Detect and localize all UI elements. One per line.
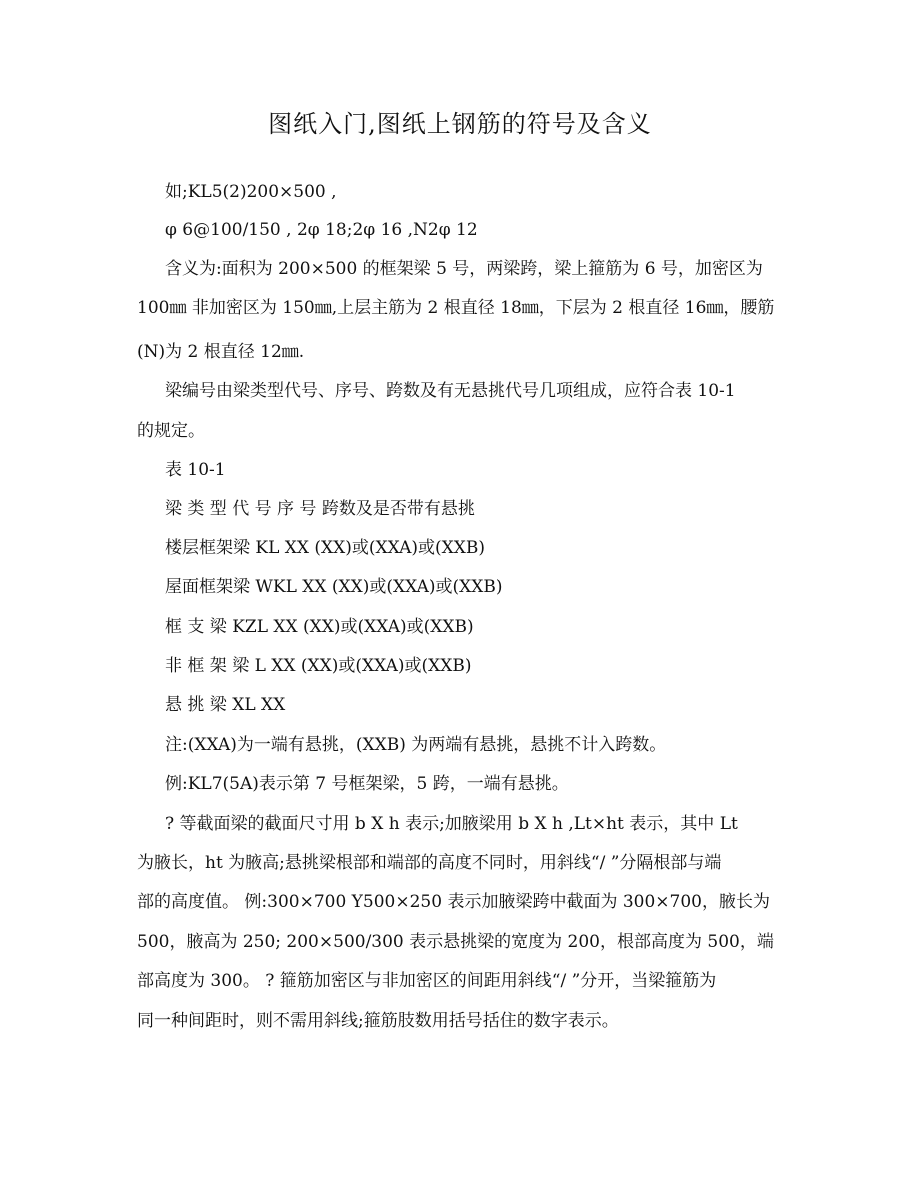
text-line: 部的高度值。 例:300×700 Y500×250 表示加腋梁跨中截面为 300×700，腋长为: [137, 892, 770, 912]
text-line: 注:(XXA)为一端有悬挑，(XXB) 为两端有悬挑，悬挑不计入跨数。: [165, 735, 667, 755]
text-line: 500，腋高为 250; 200×500/300 表示悬挑梁的宽度为 200，根部高度为 500，端: [137, 932, 774, 952]
text-line: 框 支 梁 KZL XX (XX)或(XXA)或(XXB): [165, 617, 474, 637]
text-line: 含义为:面积为 200×500 的框架梁 5 号，两梁跨，梁上箍筋为 6 号，加密区为: [165, 259, 763, 279]
text-line: 为腋长，ht 为腋高;悬挑梁根部和端部的高度不同时，用斜线“/ ”分隔根部与端: [137, 853, 722, 873]
text-line: ? 等截面梁的截面尺寸用 b X h 表示;加腋梁用 b X h ,Lt×ht 表示，其中 Lt: [165, 814, 738, 834]
document-title: 图纸入门,图纸上钢筋的符号及含义: [268, 110, 652, 138]
text-line: 表 10-1: [165, 460, 226, 480]
text-line: 100㎜ 非加密区为 150㎜,上层主筋为 2 根直径 18㎜，下层为 2 根直径 16㎜，腰筋: [137, 298, 775, 318]
text-line: (N)为 2 根直径 12㎜.: [137, 342, 305, 362]
text-line: 如;KL5(2)200×500 ,: [165, 182, 337, 202]
text-line: 部高度为 300。 ? 箍筋加密区与非加密区的间距用斜线“/ ”分开，当梁箍筋为: [137, 971, 717, 991]
text-line: 的规定。: [137, 421, 205, 441]
text-line: 悬 挑 梁 XL XX: [165, 695, 286, 715]
text-line: 梁 类 型 代 号 序 号 跨数及是否带有悬挑: [165, 499, 475, 519]
text-line: 例:KL7(5A)表示第 7 号框架梁，5 跨，一端有悬挑。: [165, 774, 569, 794]
text-line: φ 6@100/150 , 2φ 18;2φ 16 ,N2φ 12: [165, 220, 478, 240]
text-line: 梁编号由梁类型代号、序号、跨数及有无悬挑代号几项组成，应符合表 10-1: [165, 381, 736, 401]
text-line: 非 框 架 梁 L XX (XX)或(XXA)或(XXB): [165, 656, 472, 676]
text-line: 同一种间距时，则不需用斜线;箍筋肢数用括号括住的数字表示。: [137, 1011, 619, 1031]
text-line: 楼层框架梁 KL XX (XX)或(XXA)或(XXB): [165, 538, 485, 558]
text-line: 屋面框架梁 WKL XX (XX)或(XXA)或(XXB): [165, 577, 503, 597]
